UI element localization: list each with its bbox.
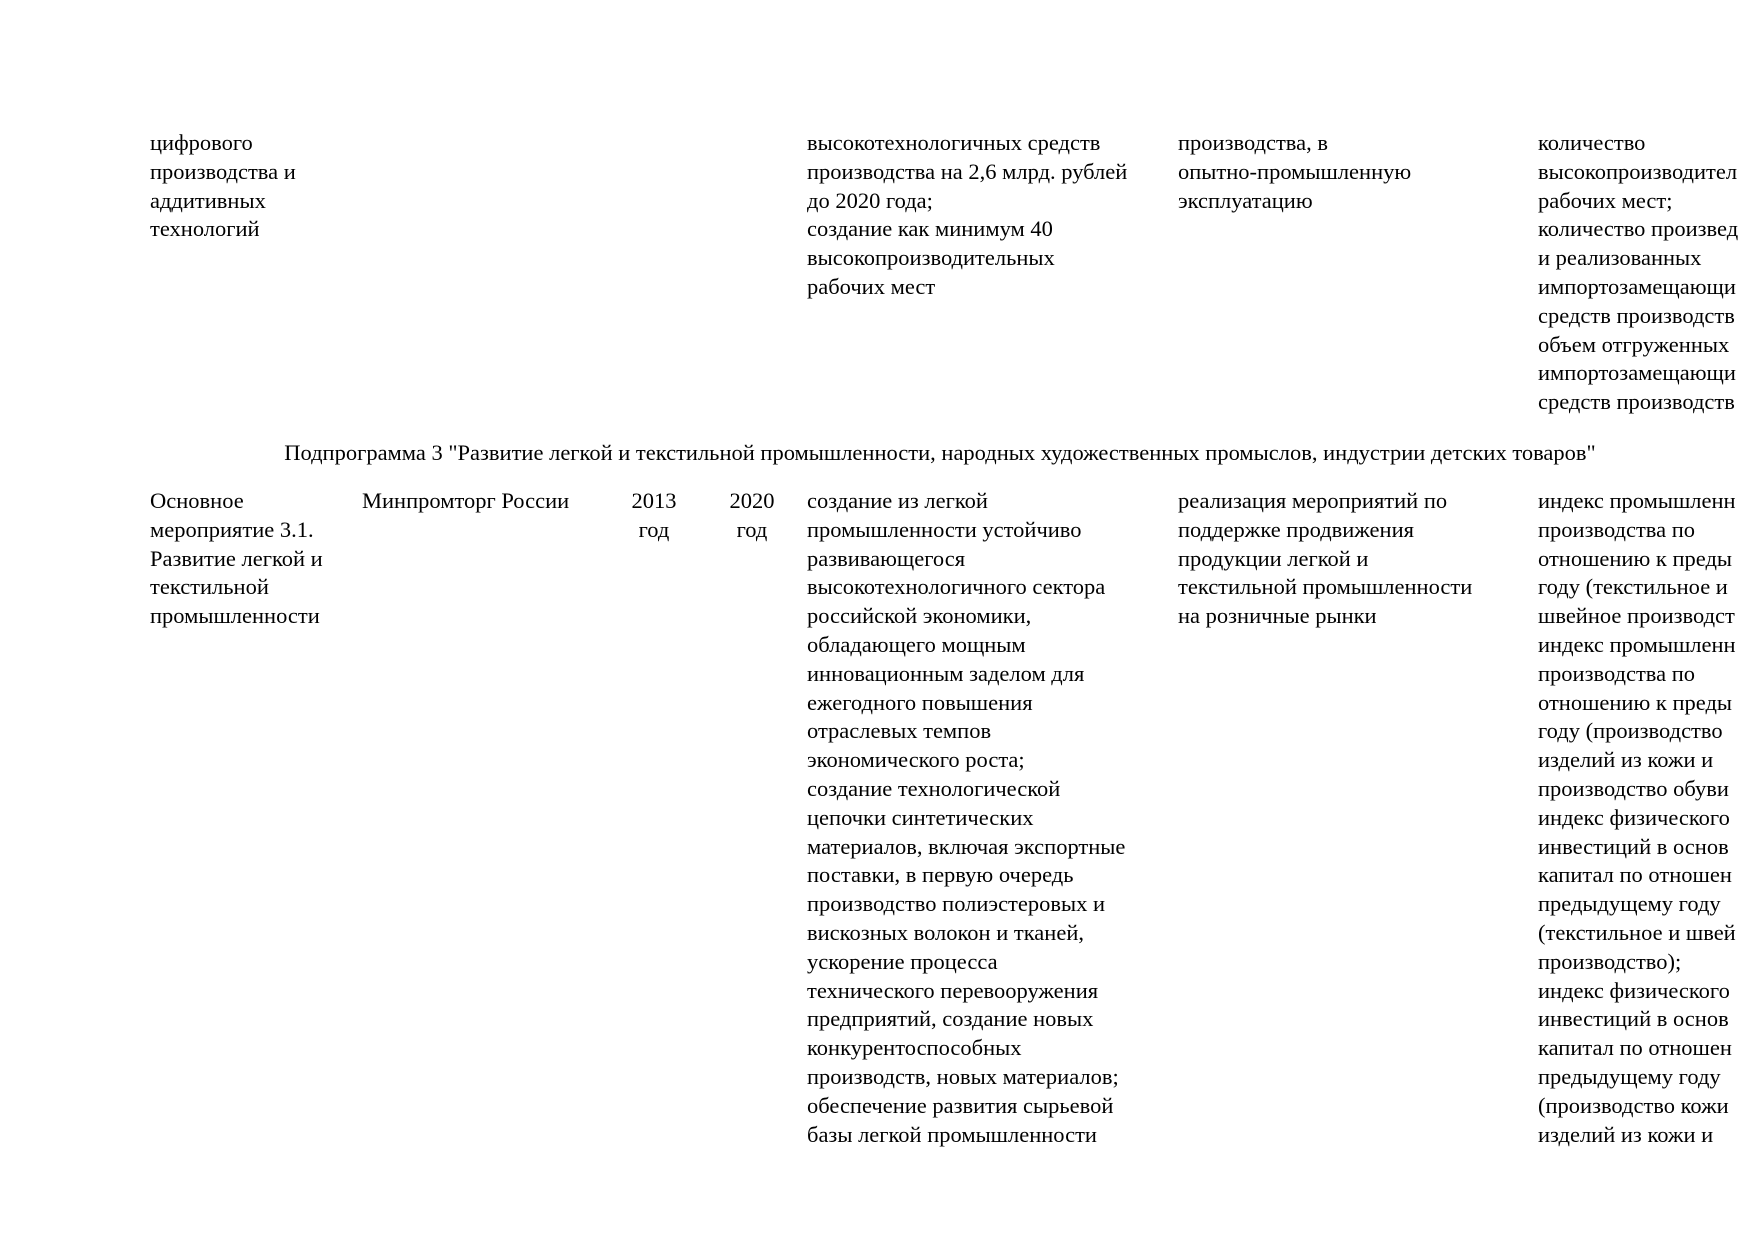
text-line: базы легкой промышленности <box>807 1121 1097 1147</box>
text-line: количество произвед <box>1538 216 1739 242</box>
text-line: импортозамещающи <box>1538 273 1736 299</box>
text-line: импортозамещающи <box>1538 360 1736 386</box>
event-3-1-indicators <box>1538 487 1754 1149</box>
event-3-1-start-year <box>608 487 700 545</box>
text-line: (производство кожи <box>1538 1092 1729 1118</box>
text-line: производства по <box>1538 660 1696 686</box>
event-3-1-expected-result <box>807 487 1172 1149</box>
text-line: предыдущему году <box>1538 1063 1721 1089</box>
text-line: производств, новых материалов; <box>807 1063 1119 1089</box>
text-line: году (производство <box>1538 718 1723 744</box>
text-line: рабочих мест; <box>1538 187 1673 213</box>
text-line: мероприятие 3.1. <box>150 516 314 542</box>
text-line: 2020 <box>729 488 775 513</box>
continued-row-expected-result <box>807 129 1172 302</box>
text-line: производства и <box>150 158 296 184</box>
text-line: швейное производст <box>1538 603 1735 629</box>
text-line: инвестиций в основ <box>1538 833 1729 859</box>
continued-row-event-name <box>150 129 355 244</box>
text-line: реализация мероприятий по <box>1178 488 1448 513</box>
text-line: год <box>736 516 768 542</box>
text-line: эксплуатацию <box>1178 187 1313 213</box>
text-line: (текстильное и швей <box>1538 919 1736 945</box>
text-line: производство обуви <box>1538 775 1729 801</box>
text-line: российской экономики, <box>807 603 1032 629</box>
text-line: высокопроизводител <box>1538 158 1738 184</box>
text-line: экономического роста; <box>807 747 1025 773</box>
event-3-1-main-directions <box>1178 487 1533 631</box>
text-line: материалов, включая экспортные <box>807 833 1126 859</box>
text-line: инвестиций в основ <box>1538 1006 1729 1032</box>
text-line: отношению к преды <box>1538 689 1733 715</box>
text-line: инновационным заделом для <box>807 660 1085 686</box>
text-line: продукции легкой и <box>1178 545 1369 571</box>
text-line: изделий из кожи и <box>1538 1121 1714 1147</box>
text-line: 2013 <box>631 488 677 513</box>
text-line: до 2020 года; <box>807 187 933 213</box>
text-line: индекс физического <box>1538 977 1730 1003</box>
text-line: текстильной <box>150 574 269 600</box>
text-line: развивающегося <box>807 545 966 571</box>
text-line: обеспечение развития сырьевой <box>807 1092 1114 1118</box>
text-line: ускорение процесса <box>807 948 998 974</box>
text-line: промышленности <box>150 603 320 629</box>
text-line: предприятий, создание новых <box>807 1006 1094 1032</box>
text-line: на розничные рынки <box>1178 603 1377 629</box>
text-line: капитал по отношен <box>1538 862 1732 888</box>
text-line: Основное <box>150 488 244 513</box>
text-line: технологий <box>150 216 260 242</box>
text-line: текстильной промышленности <box>1178 574 1473 600</box>
text-line: цифрового <box>150 130 253 155</box>
text-line: высокопроизводительных <box>807 245 1055 271</box>
text-line: промышленности устойчиво <box>807 516 1082 542</box>
text-line: количество <box>1538 130 1646 155</box>
text-line: предыдущему году <box>1538 891 1721 917</box>
text-line: создание как минимум 40 <box>807 216 1053 242</box>
text-line: производство); <box>1538 948 1682 974</box>
continued-row-indicators <box>1538 129 1754 417</box>
text-line: и реализованных <box>1538 245 1702 271</box>
text-line: высокотехнологичного сектора <box>807 574 1106 600</box>
text-line: поставки, в первую очередь <box>807 862 1074 888</box>
event-3-1-end-year <box>706 487 798 545</box>
text-line: поддержке продвижения <box>1178 516 1414 542</box>
text-line: средств производств <box>1538 389 1735 415</box>
text-line: отраслевых темпов <box>807 718 992 744</box>
text-line: высокотехнологичных средств <box>807 130 1101 155</box>
text-line: Развитие легкой и <box>150 545 323 571</box>
text-line: капитал по отношен <box>1538 1035 1732 1061</box>
text-line: год <box>638 516 670 542</box>
text-line: году (текстильное и <box>1538 574 1728 600</box>
text-line: объем отгруженных <box>1538 331 1730 357</box>
text-line: средств производств <box>1538 302 1735 328</box>
text-line: индекс промышленн <box>1538 631 1736 657</box>
text-line: Минпромторг России <box>362 488 570 513</box>
text-line: конкурентоспособных <box>807 1035 1022 1061</box>
text-line: рабочих мест <box>807 273 936 299</box>
continued-row-main-directions <box>1178 129 1533 215</box>
event-3-1-name <box>150 487 355 631</box>
text-line: создание технологической <box>807 775 1061 801</box>
text-line: отношению к преды <box>1538 545 1733 571</box>
text-line: производства на 2,6 млрд. рублей <box>807 158 1128 184</box>
event-3-1-executor <box>362 487 602 516</box>
text-line: производство полиэстеровых и <box>807 891 1106 917</box>
text-line: производства, в <box>1178 130 1328 155</box>
text-line: создание из легкой <box>807 488 988 513</box>
text-line: аддитивных <box>150 187 266 213</box>
text-line: вискозных волокон и тканей, <box>807 919 1084 945</box>
text-line: производства по <box>1538 516 1696 542</box>
text-line: изделий из кожи и <box>1538 747 1714 773</box>
text-line: цепочки синтетических <box>807 804 1034 830</box>
text-line: технического перевооружения <box>807 977 1099 1003</box>
text-line: ежегодного повышения <box>807 689 1033 715</box>
text-line: индекс промышленн <box>1538 488 1736 513</box>
text-line: опытно-промышленную <box>1178 158 1412 184</box>
subprogram-heading: Подпрограмма 3 "Развитие легкой и текстильной промышленности, народных художественных промыслов, индустрии детских товаров" <box>284 440 1596 465</box>
text-line: индекс физического <box>1538 804 1730 830</box>
text-line: обладающего мощным <box>807 631 1026 657</box>
